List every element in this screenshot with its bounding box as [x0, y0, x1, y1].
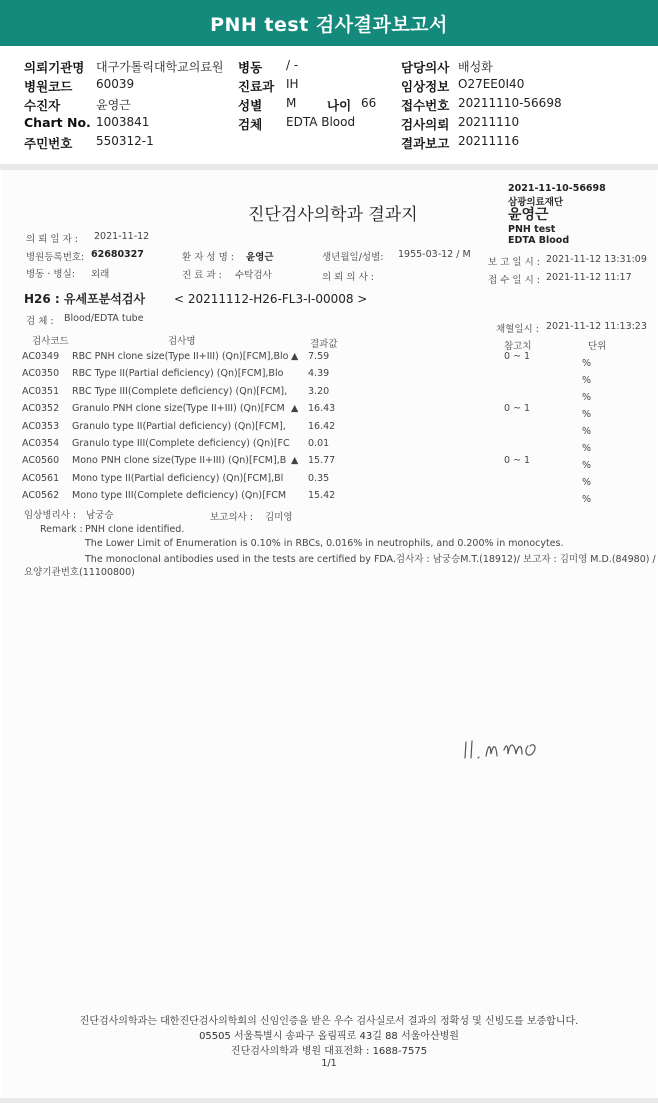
header-label: 진료과	[238, 79, 275, 94]
reporting-doctor-label: 보고의사 :	[210, 512, 253, 523]
result-test-name: Mono type II(Partial deficiency) (Qn)[FCM],Bl	[72, 472, 284, 484]
clinical-pathologist: 남궁승	[86, 510, 114, 521]
report-date-label: 보 고 일 시 :	[488, 257, 540, 268]
header-value: / -	[286, 58, 299, 72]
reporting-doctor: 김미영	[265, 512, 293, 523]
header-label: 검체	[238, 117, 263, 132]
header-label: 수진자	[24, 98, 61, 113]
collected-label: 채혈일시 :	[496, 324, 539, 335]
remark-line: PNH clone identified.	[85, 524, 185, 535]
abnormal-flag: ▲	[291, 351, 299, 362]
ward: 외래	[91, 269, 110, 280]
reg-no: 62680327	[91, 249, 144, 260]
stamp-test: PNH test	[508, 224, 556, 235]
remark-line: The Lower Limit of Enumeration is 0.10% in RBCs, 0.016% in neutrophils, and 0.200% in monocytes.	[85, 538, 564, 549]
header-value: 60039	[96, 77, 135, 91]
remark-line: The monoclonal antibodies used in the tests are certified by FDA.검사자 : 남궁승M.T.(18912)/ 보고자 : 김미영 M.D.(84980) /	[85, 554, 656, 565]
reg-no-label: 병원등록번호:	[26, 252, 85, 263]
bottom-divider	[0, 1098, 658, 1103]
document-title: 진단검사의학과 결과지	[248, 205, 418, 225]
stamp-org: 삼광의료재단	[508, 197, 564, 208]
header-label: 접수번호	[401, 98, 450, 113]
result-code: AC0352	[22, 403, 60, 415]
request-date: 2021-11-12	[94, 231, 150, 242]
result-test-name: RBC PNH clone size(Type II+III) (Qn)[FCM],Blo	[72, 351, 289, 362]
report-date: 2021-11-12 13:31:09	[546, 254, 647, 265]
stamp-name: 윤영근	[508, 207, 549, 223]
result-test-name: Granulo type II(Partial deficiency) (Qn)[FCM],	[72, 420, 286, 432]
result-value: 15.77	[308, 455, 336, 467]
result-code: AC0562	[22, 490, 60, 502]
col-header-code: 검사코드	[32, 336, 69, 347]
header-label: 병동	[238, 60, 263, 75]
abnormal-flag: ▲	[291, 455, 299, 467]
page-number: 1/1	[321, 1058, 337, 1069]
institution-number: 요양기관번호(11100800)	[24, 567, 135, 578]
section-title: H26 : 유세포분석검사	[24, 292, 146, 306]
header-label: 임상정보	[401, 79, 450, 94]
header-value: EDTA Blood	[286, 115, 356, 129]
stamp-accession: 2021-11-10-56698	[508, 183, 606, 194]
collected: 2021-11-12 11:13:23	[546, 321, 647, 332]
scanned-report	[2, 170, 656, 1098]
header-label: 성별	[238, 98, 263, 113]
result-test-name: Granulo PNH clone size(Type II+III) (Qn)[FCM	[72, 403, 285, 415]
result-value: 15.42	[308, 490, 336, 502]
result-test-name: Mono type III(Complete deficiency) (Qn)[FCM	[72, 490, 287, 502]
result-test-name: Granulo type III(Complete deficiency) (Qn)[FC	[72, 438, 290, 449]
header-value: 20211110-56698	[458, 96, 562, 110]
result-unit: %	[582, 477, 592, 488]
received: 2021-11-12 11:17	[546, 272, 632, 283]
remark-label: Remark :	[40, 524, 83, 535]
header-value: O27EE0I40	[458, 77, 525, 91]
result-unit: %	[582, 426, 592, 437]
patient-header	[0, 46, 658, 165]
result-code: AC0560	[22, 455, 60, 467]
result-code: AC0354	[22, 438, 60, 449]
order-number: < 20211112-H26-FL3-I-00008 >	[174, 292, 368, 306]
patient-label: 환 자 성 명 :	[182, 252, 234, 263]
result-value: 0.01	[308, 438, 330, 449]
header-value: 20211110	[458, 115, 520, 129]
abnormal-flag: ▲	[291, 403, 299, 415]
result-value: 3.20	[308, 385, 330, 397]
patient-name: 윤영근	[246, 252, 274, 263]
result-code: AC0351	[22, 385, 60, 397]
header-value: 66	[361, 96, 377, 110]
col-header-test: 검사명	[168, 336, 196, 347]
result-unit: %	[582, 392, 592, 403]
result-code: AC0561	[22, 472, 60, 484]
header-value: 20211116	[458, 134, 520, 148]
result-unit: %	[582, 409, 592, 420]
footer-contact: 진단검사의학과 병원 대표전화 : 1688-7575	[230, 1046, 428, 1057]
result-value: 4.39	[308, 368, 330, 380]
result-code: AC0353	[22, 420, 60, 432]
header-label: 나이	[327, 98, 352, 113]
result-unit: %	[582, 494, 592, 505]
dob-label: 생년월일/성별:	[322, 252, 384, 263]
header-label: 검사의뢰	[401, 117, 450, 132]
reference-range: 0 ~ 1	[504, 403, 531, 415]
result-test-name: RBC Type III(Complete deficiency) (Qn)[FCM],	[72, 385, 288, 397]
result-code: AC0349	[22, 351, 60, 362]
received-label: 접 수 일 시 :	[488, 275, 540, 286]
header-label: 담당의사	[401, 60, 450, 75]
header-value: 1003841	[96, 115, 150, 129]
specimen-label: 검 체 :	[26, 316, 54, 327]
header-value: 윤영근	[96, 98, 131, 112]
header-label: 병원코드	[24, 79, 73, 94]
signature-image	[460, 736, 600, 766]
ward-label: 병동 · 병실:	[26, 269, 75, 280]
result-test-name: Mono PNH clone size(Type II+III) (Qn)[FCM],B	[72, 455, 287, 467]
result-unit: %	[582, 358, 592, 369]
result-value: 7.59	[308, 351, 330, 362]
header-label: 의뢰기관명	[24, 60, 85, 75]
col-header-ref: 참고치	[504, 341, 532, 352]
col-header-result: 결과값	[310, 339, 338, 350]
header-label: Chart No.	[24, 115, 91, 130]
header-value: 대구가톨릭대학교의료원	[96, 60, 224, 74]
header-label: 주민번호	[24, 136, 73, 151]
result-unit: %	[582, 460, 592, 471]
result-value: 16.42	[308, 420, 336, 432]
dept-label: 진 료 과 :	[182, 270, 222, 281]
header-value: IH	[286, 77, 299, 91]
reference-range: 0 ~ 1	[504, 351, 531, 362]
header-value: M	[286, 96, 297, 110]
result-code: AC0350	[22, 368, 60, 380]
header-value: 배성화	[458, 60, 493, 74]
clinical-pathologist-label: 임상병리사 :	[24, 510, 77, 521]
report-title: PNH test 검사결과보고서	[0, 0, 658, 46]
request-date-label: 의 뢰 일 자 :	[26, 234, 78, 245]
header-label: 결과보고	[401, 136, 450, 151]
footer-certification: 진단검사의학과는 대한진단검사의학회의 신임인증을 받은 우수 검사실로서 결과의 정확성 및 신빙도를 보증합니다.	[79, 1016, 579, 1027]
result-unit: %	[582, 443, 592, 454]
result-test-name: RBC Type II(Partial deficiency) (Qn)[FCM],Blo	[72, 368, 284, 380]
specimen: Blood/EDTA tube	[64, 313, 144, 324]
result-unit: %	[582, 375, 592, 386]
result-value: 0.35	[308, 472, 330, 484]
reference-range: 0 ~ 1	[504, 455, 531, 467]
dob: 1955-03-12 / M	[398, 249, 471, 260]
doctor-label: 의 뢰 의 사 :	[322, 272, 374, 283]
result-value: 16.43	[308, 403, 336, 415]
dept: 수탁검사	[235, 270, 272, 281]
stamp-specimen: EDTA Blood	[508, 235, 570, 246]
footer-address: 05505 서울특별시 송파구 올림픽로 43길 88 서울아산병원	[199, 1031, 459, 1042]
col-header-unit: 단위	[588, 341, 607, 352]
header-value: 550312-1	[96, 134, 154, 148]
